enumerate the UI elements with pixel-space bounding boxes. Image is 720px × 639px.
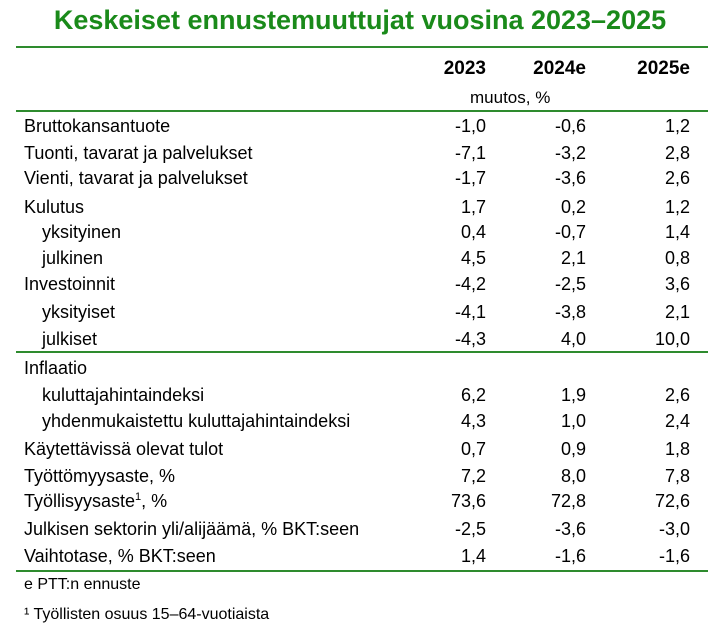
cell-2025e: 1,4 (664, 222, 690, 242)
cell-2024e: -3,6 (554, 519, 586, 539)
row-label: Käytettävissä olevat tulot (24, 439, 224, 459)
cell-2024e: 72,8 (550, 491, 586, 511)
table-row (0, 168, 720, 194)
row-label: julkinen (42, 248, 104, 268)
cell-2025e: 1,2 (664, 116, 690, 136)
table-row (0, 274, 720, 300)
cell-2023: 1,7 (460, 197, 486, 217)
column-header-2023: 2023 (443, 58, 486, 79)
row-label: yhdenmukaistettu kuluttajahintaindeksi (42, 411, 351, 431)
row-label: Tuonti, tavarat ja palvelukset (24, 143, 253, 163)
cell-2023: -4,2 (454, 274, 486, 294)
cell-2023: 4,5 (460, 248, 486, 268)
cell-2025e: -3,0 (658, 519, 690, 539)
table-row (0, 222, 720, 248)
cell-2025e: -1,6 (658, 546, 690, 566)
section-rule (16, 351, 708, 353)
header-rule (16, 110, 708, 112)
cell-2023: 4,3 (460, 411, 486, 431)
cell-2023: -1,0 (454, 116, 486, 136)
table-title: Keskeiset ennustemuuttujat vuosina 2023–2025 (53, 5, 667, 35)
cell-2025e: 3,6 (664, 274, 690, 294)
row-label: Vaihtotase, % BKT:seen (24, 546, 216, 566)
table-row (0, 116, 720, 142)
unit-label: muutos, % (470, 88, 551, 107)
cell-2024e: -0,6 (554, 116, 586, 136)
table-row (0, 197, 720, 223)
row-label: yksityiset (42, 302, 116, 322)
cell-2024e: 0,9 (560, 439, 586, 459)
bottom-rule (16, 570, 708, 572)
footnote-forecast: e PTT:n ennuste (24, 576, 141, 593)
table-row (0, 519, 720, 545)
row-label: Investoinnit (24, 274, 116, 294)
cell-2024e: 0,2 (560, 197, 586, 217)
footnote-employment: ¹ Työllisten osuus 15–64-vuotiaista (24, 606, 270, 623)
row-label: kuluttajahintaindeksi (42, 385, 205, 405)
row-label: Kulutus (24, 197, 85, 217)
cell-2023: 0,4 (460, 222, 486, 242)
cell-2023: -7,1 (454, 143, 486, 163)
cell-2025e: 2,6 (664, 168, 690, 188)
cell-2023: -1,7 (454, 168, 486, 188)
cell-2024e: 8,0 (560, 466, 586, 486)
column-header-2024e: 2024e (533, 58, 586, 79)
cell-2024e: -2,5 (554, 274, 586, 294)
cell-2024e: -0,7 (554, 222, 586, 242)
row-label: yksityinen (42, 222, 122, 242)
table-row (0, 302, 720, 328)
cell-2023: -2,5 (454, 519, 486, 539)
cell-2023: -4,1 (454, 302, 486, 322)
cell-2024e: -1,6 (554, 546, 586, 566)
row-label: Työllisyysaste$^1$, % (24, 491, 168, 511)
row-label: Bruttokansantuote (24, 116, 171, 136)
cell-2025e: 72,6 (654, 491, 690, 511)
cell-2025e: 1,2 (664, 197, 690, 217)
table-row (0, 491, 720, 517)
cell-2023: -4,3 (454, 329, 486, 349)
row-label: Inflaatio (24, 358, 88, 378)
cell-2025e: 2,8 (664, 143, 690, 163)
row-label: julkiset (42, 329, 98, 349)
row-label: Vienti, tavarat ja palvelukset (24, 168, 248, 188)
cell-2024e: -3,8 (554, 302, 586, 322)
cell-2023: 7,2 (460, 466, 486, 486)
cell-2025e: 2,1 (664, 302, 690, 322)
table-row (0, 439, 720, 465)
cell-2024e: 1,0 (560, 411, 586, 431)
cell-2025e: 7,8 (664, 466, 690, 486)
cell-2024e: 4,0 (560, 329, 586, 349)
cell-2025e: 0,8 (664, 248, 690, 268)
table-row (0, 143, 720, 169)
table-row (0, 466, 720, 492)
cell-2025e: 10,0 (654, 329, 690, 349)
cell-2024e: -3,2 (554, 143, 586, 163)
cell-2025e: 2,6 (664, 385, 690, 405)
cell-2024e: 1,9 (560, 385, 586, 405)
table-row (0, 546, 720, 572)
column-header-2025e: 2025e (637, 58, 690, 79)
cell-2025e: 2,4 (664, 411, 690, 431)
table-row (0, 248, 720, 274)
cell-2024e: -3,6 (554, 168, 586, 188)
top-rule (16, 46, 708, 48)
row-label: Työttömyysaste, % (24, 466, 176, 486)
cell-2025e: 1,8 (664, 439, 690, 459)
table-row (0, 358, 720, 384)
cell-2024e: 2,1 (560, 248, 586, 268)
table-row (0, 411, 720, 437)
table-row (0, 385, 720, 411)
cell-2023: 1,4 (460, 546, 486, 566)
cell-2023: 6,2 (460, 385, 486, 405)
cell-2023: 73,6 (450, 491, 486, 511)
cell-2023: 0,7 (460, 439, 486, 459)
row-label: Julkisen sektorin yli/alijäämä, % BKT:seen (24, 519, 360, 539)
